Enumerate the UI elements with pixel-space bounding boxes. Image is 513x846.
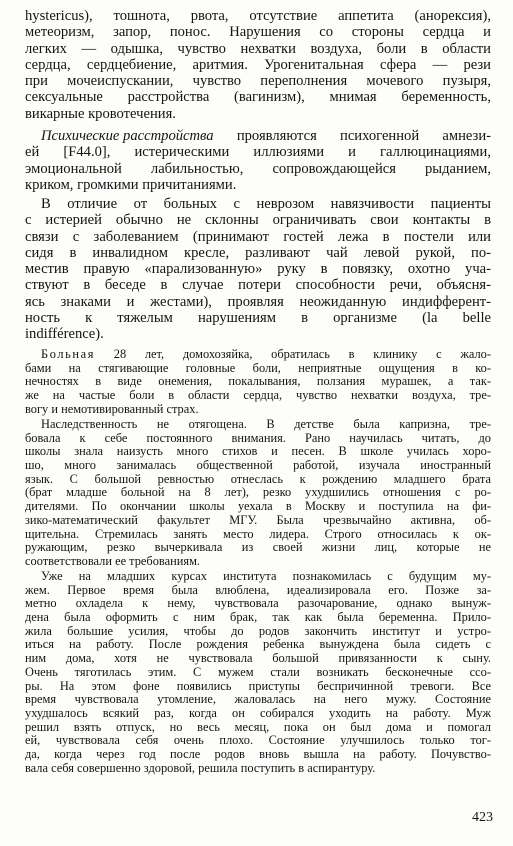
text-line: hystericus), тошнота, рвота, отсутствие аппетита (анорексия), bbox=[25, 8, 491, 24]
text-line: сексуальные расстройства (вагинизм), мнимая беременность, bbox=[25, 89, 491, 106]
text-line: легких — одышка, чувство нехватки воздуха, боли в области bbox=[25, 40, 491, 57]
text-line: ность к тяжелым нарушениям в организме (la belle bbox=[25, 310, 491, 327]
text-line: щительна. Стремилась занять место лидера. Строго относилась к ок- bbox=[25, 526, 491, 541]
text-line: жем. Первое время была влюблена, идеализировала его. Позже за- bbox=[25, 582, 491, 597]
text-line: викарные кровотечения. bbox=[25, 105, 176, 122]
paragraph-symptoms bbox=[25, 8, 491, 122]
case-heredity bbox=[25, 418, 491, 569]
text-line: ясь знаками и жестами), проявляя неожиданную индифферент- bbox=[25, 293, 491, 310]
text-line: (брат младше больной на 8 лет), резко ухудшились отношения с ро- bbox=[25, 485, 491, 500]
text-line: метеоризм, запор, понос. Нарушения со стороны сердца и bbox=[25, 24, 491, 41]
text-line: при мочеиспускании, чувство переполнения мочевого пузыря, bbox=[25, 73, 491, 90]
text-line: да, когда через год после родов вновь вышла на работу. Почувство- bbox=[25, 746, 491, 761]
text-line: жила большие усилия, чтобы до родов закончить институт и устро- bbox=[25, 623, 491, 638]
text-line: сидя в инвалидном кресле, разливают чай левой рукой, по- bbox=[25, 244, 491, 261]
text-line: с истерией обычно не склонны ограничивать свои контакты в bbox=[25, 212, 491, 229]
text-line: Уже на младших курсах института познакомилась с будущим му- bbox=[41, 569, 491, 583]
text-line: зико-математический факультет МГУ. Была чрезвычайно активна, об- bbox=[25, 512, 491, 527]
text-line: Наследственность не отягощена. В детстве была капризна, тре- bbox=[41, 417, 491, 431]
text-line: сердца, сердцебиение, аритмия. Урогенитальная сфера — рези bbox=[25, 56, 491, 73]
text-line: местив правую «парализованную» руку в повязку, охотно уча- bbox=[25, 261, 491, 278]
text-line: ружающим, резко вычеркивала из своей жизни лиц, которые не bbox=[25, 540, 491, 555]
case-marriage bbox=[25, 570, 491, 775]
text-line: ей [F44.0], истерическими иллюзиями и галлюцинациями, bbox=[25, 144, 491, 161]
text-line: Очень тяготилась этим. С мужем стали возникать бесконечные ссо- bbox=[25, 664, 491, 679]
text-line: ним дома, хотя не чувствовала большой привязанности к сыну. bbox=[25, 651, 491, 666]
text-line: же на частые боли в области сердца, чувство нехватки воздуха, тре- bbox=[25, 388, 491, 403]
text-line: метно охладела к нему, чувствовала разочарование, однако вынуж- bbox=[25, 596, 491, 611]
text-line: ствуют в беседе в случае потери способности речи, объясня- bbox=[25, 277, 491, 294]
text-line: школы знала наизусть много стихов и песен. В школе училась хоро- bbox=[25, 444, 491, 459]
text-line: вала себя совершенно здоровой, решила поступить в аспирантуру. bbox=[25, 760, 376, 775]
text-line: ей, чувствовала себя очень плохо. Состояние улучшилось только тог- bbox=[25, 733, 491, 748]
text-line: В отличие от больных с неврозом навязчивости пациенты bbox=[41, 196, 491, 212]
text-line: иться на работу. После рождения ребенка вынуждена была сидеть с bbox=[25, 637, 491, 652]
spaced-term: Больная bbox=[41, 347, 96, 361]
text-line: ухудшалось всякий раз, когда он собирался уходить на работу. Муж bbox=[25, 705, 491, 720]
text-line: дена была оформить с ним брак, так как была беременна. Прило- bbox=[25, 610, 491, 625]
text-line: бами на стягивающие головные боли, неприятные ощущения в ко- bbox=[25, 360, 491, 375]
paragraph-contrast-obsessive bbox=[25, 196, 491, 343]
text-line-italic-lead: Психические расстройства проявляются психогенной амнези- bbox=[41, 128, 491, 144]
text-line: ры. На этом фоне появились приступы беспричинной тревоги. Все bbox=[25, 678, 491, 693]
text-line: время чувствовала утомление, жаловалась на него мужу. Состояние bbox=[25, 692, 491, 707]
text-line: indifférence). bbox=[25, 326, 104, 343]
text-line: вогу и немотивированный страх. bbox=[25, 401, 199, 416]
text-line-spaced-lead: Больная 28 лет, домохозяйка, обратилась в клинику с жало- bbox=[41, 347, 491, 361]
text-line: бовала к себе постоянного внимания. Рано научилась читать, до bbox=[25, 430, 491, 445]
case-intro bbox=[25, 348, 491, 416]
text-line: связи с заболеванием (принимают гостей лежа в постели или bbox=[25, 228, 491, 245]
text-line: язык. С большой ревностью отнеслась к рождению младшего брата bbox=[25, 471, 491, 486]
text-line: шо, много занималась общественной работой, изучала иностранный bbox=[25, 458, 491, 473]
italic-term: Психические расстройства bbox=[41, 128, 214, 144]
text-line: решил взять отпуск, но весь месяц, пока он был дома и помогал bbox=[25, 719, 491, 734]
text-line: нечностях в виде онемения, покалывания, ползания мурашек, а так- bbox=[25, 374, 491, 389]
text-line: эмоциональной лабильностью, сопровождающейся рыданием, bbox=[25, 160, 491, 177]
page-number: 423 bbox=[472, 810, 493, 825]
text-line: соответствовали ее требованиям. bbox=[25, 553, 201, 568]
text-line: дителями. По окончании школы уехала в Москву и поступила на фи- bbox=[25, 499, 491, 514]
text-line: криком, громкими причитаниями. bbox=[25, 176, 237, 193]
paragraph-mental-disorders bbox=[25, 128, 491, 193]
